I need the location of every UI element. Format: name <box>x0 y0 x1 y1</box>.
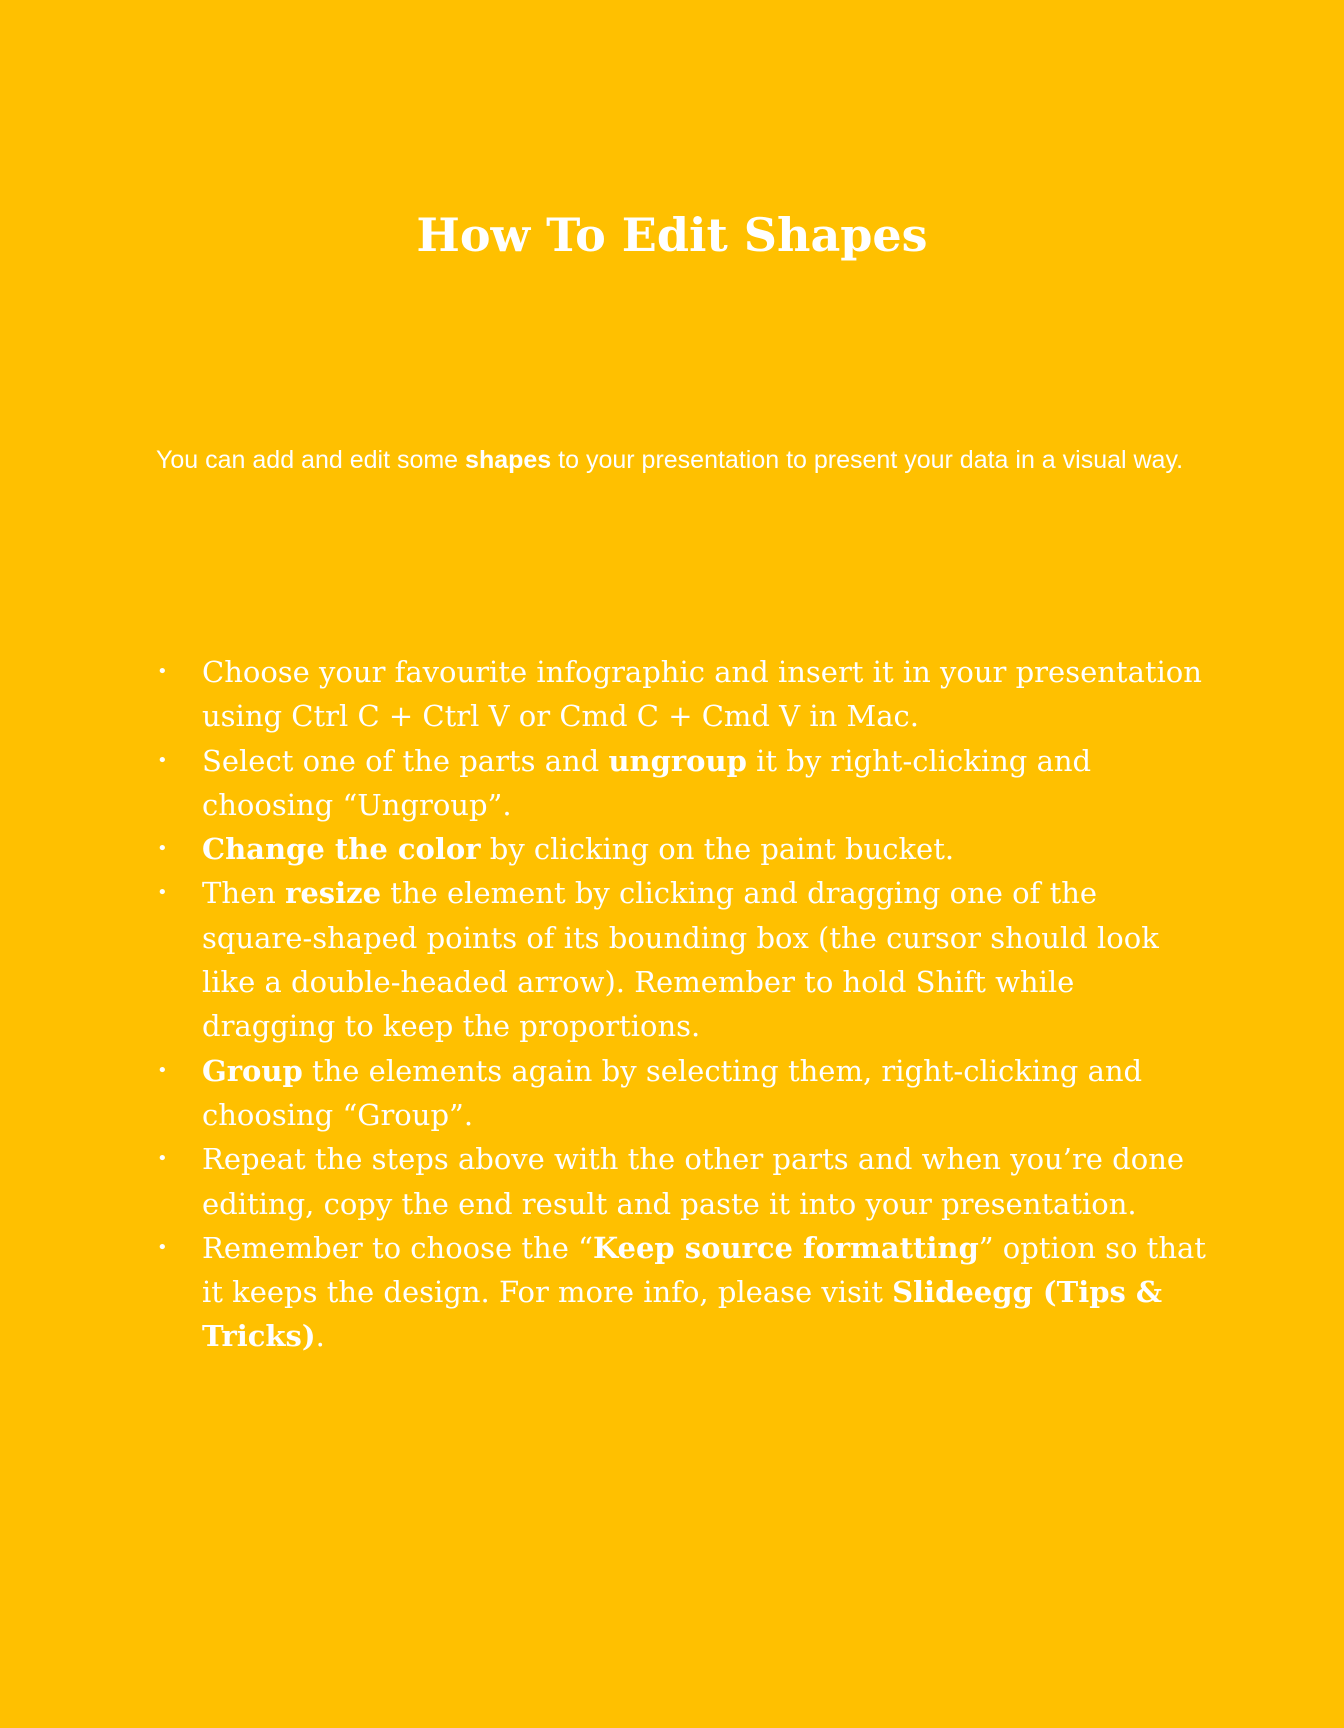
bullet-icon: • <box>157 882 168 904</box>
intro-text-end: to your presentation to present your data in a visual way. <box>551 446 1184 474</box>
intro-bold-shapes: shapes <box>465 446 552 474</box>
step-4-text-end: the element by clicking and dragging one of the square-shaped points of its bounding box (the cursor should look like a double-headed arrow). Remember to hold Shift while dragging to keep the proportions. <box>202 876 1159 1044</box>
step-2-bold: ungroup <box>608 743 747 778</box>
bullet-icon: • <box>157 1236 168 1258</box>
step-2-text-end: it by right-clicking and choosing “Ungroup”. <box>202 743 1092 822</box>
bullet-icon: • <box>157 1148 168 1170</box>
bullet-icon: • <box>157 661 168 682</box>
step-item-3 <box>156 827 1206 871</box>
slideegg-tips-link[interactable]: Slideegg (Tips & Tricks) <box>202 1275 1163 1354</box>
step-7-text-middle: ” option so that it keeps the design. For more info, please visit <box>202 1230 1206 1310</box>
steps-list <box>156 650 1206 1359</box>
step-1-text: Choose your favourite infographic and insert it in your presentation using Ctrl C + Ctrl V or Cmd C + Cmd V in Mac. <box>202 655 1202 734</box>
step-2-text-start: Select one of the parts and <box>202 743 609 778</box>
step-7-text-end: . <box>315 1319 325 1354</box>
step-6-text: Repeat the steps above with the other parts and when you’re done editing, copy the end result and paste it into your presentation. <box>202 1142 1185 1221</box>
page-title: How To Edit Shapes <box>416 208 928 262</box>
step-item-7 <box>156 1226 1206 1359</box>
step-item-4 <box>156 871 1206 1048</box>
step-3-bold: Change the color <box>202 832 481 867</box>
step-7-bold: Keep source formatting <box>592 1230 979 1265</box>
step-item-2 <box>156 739 1206 828</box>
step-4-bold: resize <box>285 876 382 911</box>
bullet-icon: • <box>157 838 168 860</box>
intro-text-start: You can add and edit some <box>156 446 466 474</box>
step-7-text-start: Remember to choose the “ <box>202 1230 593 1265</box>
step-4-text-start: Then <box>202 876 286 911</box>
step-item-6 <box>156 1137 1206 1226</box>
bullet-icon: • <box>157 749 168 771</box>
intro-paragraph <box>156 446 1186 475</box>
step-3-text-end: by clicking on the paint bucket. <box>480 832 955 867</box>
step-item-5 <box>156 1049 1206 1138</box>
step-item-1 <box>156 650 1206 739</box>
step-5-bold: Group <box>202 1053 303 1088</box>
bullet-icon: • <box>157 1059 168 1081</box>
step-5-text-end: the elements again by selecting them, right-clicking and choosing “Group”. <box>202 1053 1143 1132</box>
